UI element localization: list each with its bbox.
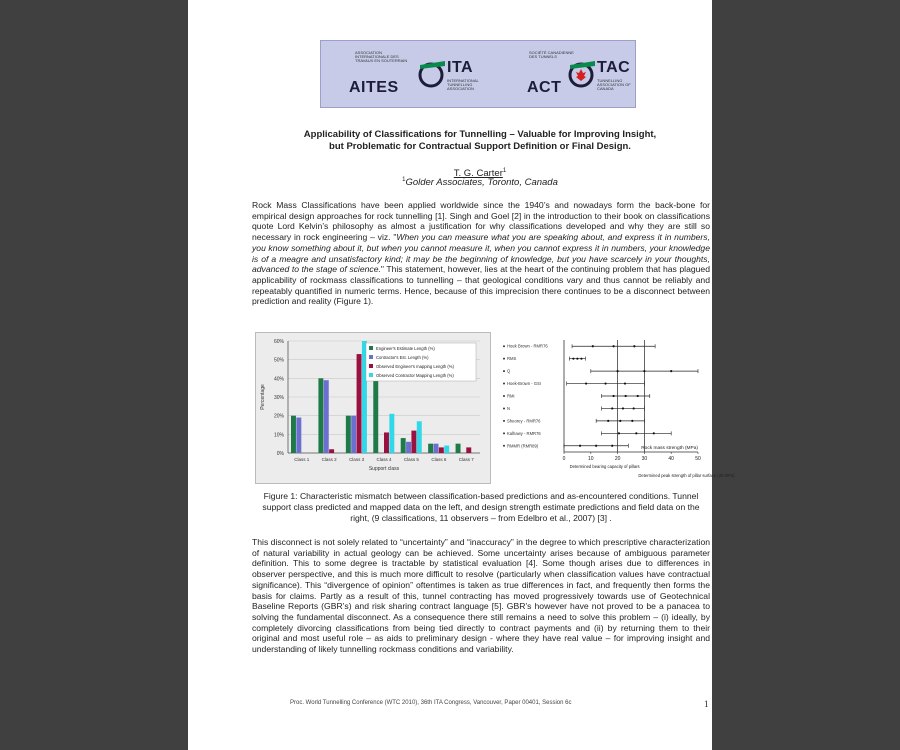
legend-swatch	[369, 364, 373, 368]
data-point	[611, 445, 613, 447]
category-label: Hoek-Brown - GSI	[507, 381, 541, 387]
intro-text-a: Rock Mass Classifications have been applied worldwide since the 1940’s and nowadays form the back-bone for empirical design approaches for rock tunnelling [1]. Singh and Goel [2] in the introduction to their book on classifications quote Lord Kelvin’s philosophy as almost a justification for why classifications developed and why they are still so necessary in rock engineering – viz. "	[252, 200, 710, 243]
act-small-text: SOCIÉTÉ CANADIENNE DES TUNNELS	[529, 50, 574, 59]
category-marker	[503, 345, 505, 347]
legend-swatch	[369, 355, 373, 359]
page-footer: Proc. World Tunnelling Conference (WTC 2010), 36th ITA Congress, Vancouver, Paper 00401, Session 6c	[290, 700, 572, 706]
legend-entry: Engineer's Estimate Length (%)	[376, 346, 435, 351]
category-label: RMS	[507, 356, 517, 362]
data-point	[624, 382, 626, 384]
data-point	[619, 420, 621, 422]
paper-title	[250, 129, 710, 153]
category-marker	[503, 358, 505, 360]
data-point	[604, 382, 606, 384]
tac-small-text: TUNNELLING ASSOCIATION OF CANADA	[597, 78, 631, 91]
act-tac-logo	[511, 45, 637, 105]
figure-caption: Figure 1: Characteristic mismatch between classification-based predictions and as-encountered conditions. Tunnel support class predicted and mapped data on the left, and design strength estimate predictions and field data on the right, (9 classifications, 11 observers – from Edelbro et al., 2007) [3] .	[262, 491, 700, 523]
bar-chart-svg	[256, 333, 490, 483]
y-tick-label: 60%	[273, 339, 284, 345]
bar	[318, 378, 323, 453]
maple-leaf-emblem-icon	[567, 59, 597, 89]
category-marker	[503, 407, 505, 409]
data-point	[595, 445, 597, 447]
bar	[401, 438, 406, 453]
affiliation-superscript: 1	[402, 177, 406, 183]
aites-small-text: ASSOCIATION INTERNATIONALE DES TRAVAUX EN SOUTERRAIN	[355, 50, 408, 63]
data-point	[580, 358, 582, 360]
legend-entry: Contractor's Est. Length (%)	[376, 355, 429, 360]
bar	[329, 449, 334, 453]
data-point	[643, 370, 645, 372]
legend-swatch	[369, 373, 373, 377]
title-line-1: Applicability of Classifications for Tunnelling – Valuable for Improving Insight,	[303, 129, 657, 140]
data-point	[592, 345, 594, 347]
data-point	[633, 407, 635, 409]
conference-banner	[320, 40, 636, 108]
x-tick-label: 30	[641, 456, 648, 462]
category-marker	[503, 445, 505, 447]
bar	[357, 354, 362, 453]
bar	[466, 447, 471, 453]
author-superscript: 1	[502, 168, 507, 174]
annotation-peak: Determined peak strength of pillar surface (30 MPa)	[638, 473, 735, 478]
bar	[444, 446, 449, 453]
data-point	[635, 432, 637, 434]
rock-mass-strength-chart	[498, 332, 735, 492]
data-point	[612, 395, 614, 397]
affiliation-line	[250, 177, 710, 188]
data-point	[637, 395, 639, 397]
page-number: 1	[704, 699, 709, 709]
data-point	[611, 407, 613, 409]
bar	[351, 416, 356, 453]
y-tick-label: 40%	[273, 376, 284, 383]
data-point	[579, 445, 581, 447]
title-line-2: but Problematic for Contractual Support Definition or Final Design.	[329, 141, 631, 152]
y-axis-label: Percentage	[260, 384, 266, 410]
category-label: Hoek Brown - RMR76	[507, 343, 548, 349]
annotation-bearing: Determined bearing capacity of pillars	[569, 464, 640, 469]
bar	[384, 432, 389, 453]
bar	[291, 416, 296, 453]
x-tick-label: 20	[614, 456, 621, 462]
category-label: RMi	[507, 393, 515, 399]
x-tick-label: 50	[695, 456, 701, 462]
data-point	[617, 370, 619, 372]
kelvin-quote: When you can measure what you are speaking about, and express it in numbers, you know something about it, but when you cannot measure it, when you cannot express it in numbers, your knowledge is of a meagre and unsatisfactory kind; it may be the beginning of knowledge, but you have scarcely in your thoughts, advanced to the stage of science.	[252, 232, 710, 275]
data-point	[618, 432, 620, 434]
bar	[411, 431, 416, 453]
intro-text-b: " This statement, however, lies at the heart of the continuing problem that has plagued applicability of rockmass classifications to tunnelling – that geological conditions vary and thus cannot be reliably and repeatably quantified in numeric terms. Hence, because of this imprecision there continues to be a disconnect between prediction and reality (Figure 1).	[252, 264, 710, 307]
tac-text: TAC	[597, 59, 631, 76]
data-point	[670, 370, 672, 372]
data-point	[625, 395, 627, 397]
data-point	[622, 407, 624, 409]
category-label: RMMR (RMR89)	[507, 443, 539, 449]
category-label: N	[507, 405, 511, 411]
intro-paragraph	[252, 200, 710, 307]
x-tick-label: 10	[588, 456, 594, 462]
legend-entry: Observed Contractor Mapping Length (%)	[376, 373, 454, 378]
category-marker	[503, 370, 505, 372]
data-point	[631, 420, 633, 422]
bar	[456, 444, 461, 453]
author-name: T. G. Carter	[453, 168, 503, 180]
category-marker	[503, 383, 505, 385]
x-tick-label: 0	[562, 456, 566, 462]
data-point	[633, 345, 635, 347]
x-tick-label: Class 7	[458, 457, 474, 462]
data-point	[653, 432, 655, 434]
range-chart-svg	[498, 332, 735, 492]
x-axis-label: Support class	[368, 466, 400, 472]
x-tick-label: Class 3	[349, 457, 365, 462]
x-tick-label: Class 1	[294, 457, 310, 462]
act-text: ACT	[527, 79, 562, 96]
y-tick-label: 30%	[273, 395, 284, 401]
x-axis-label: Rock mass strength (MPa)	[641, 446, 698, 451]
y-tick-label: 20%	[273, 413, 284, 420]
data-point	[576, 358, 578, 360]
x-tick-label: 40	[668, 456, 674, 462]
data-point	[585, 382, 587, 384]
ita-small-text: INTERNATIONAL TUNNELLING ASSOCIATION	[447, 78, 479, 91]
aites-ita-logo	[341, 45, 479, 105]
bar	[389, 414, 394, 453]
ita-emblem-icon	[417, 59, 447, 89]
support-class-bar-chart	[255, 332, 491, 484]
ita-text: ITA	[447, 59, 474, 76]
bar	[428, 444, 433, 453]
y-tick-label: 0%	[276, 451, 284, 457]
bar	[296, 418, 301, 453]
bar	[439, 447, 444, 453]
x-tick-label: Class 2	[321, 457, 337, 462]
category-marker	[503, 432, 505, 434]
category-marker	[503, 395, 505, 397]
x-tick-label: Class 6	[431, 457, 447, 462]
category-label: Sheorey - RMR76	[507, 418, 541, 424]
bar	[417, 421, 422, 453]
data-point	[607, 420, 609, 422]
bar	[324, 380, 329, 453]
data-point	[572, 358, 574, 360]
bar	[406, 442, 411, 453]
legend-entry: Observed Engineer's mapping Length (%)	[376, 364, 454, 369]
category-marker	[503, 420, 505, 422]
x-tick-label: Class 4	[376, 457, 392, 462]
y-tick-label: 10%	[273, 432, 284, 439]
category-label: Kalhawy - RMR76	[507, 430, 541, 436]
bar	[434, 444, 439, 453]
y-tick-label: 50%	[273, 357, 284, 364]
disconnect-paragraph: This disconnect is not solely related to “uncertainty” and “inaccuracy” in the degree to which prescriptive characterization of natural variability in actual geology can be achieved. Some uncertainty arises because of ambiguous parameter definition. This to some degree is tractable by statistical evaluation [4]. Some though arises due to differences in observer perspective, and this is much more difficult to resolve (particularly when classification values have contractual significance). This “divergence of opinion” oftentimes is taken as true differences in fact, and frequently then forms the basis for claims. Partly as a result of this, tunnel contracting has moved progressively towards use of Geotechnical Baseline Reports (GBR’s) and risk sharing contract language [5]. GBR’s however have not proved to be a panacea to solving the fundamental disconnect. As a consequence there still remains a need to solve this problem – (i) ideally, by completely divorcing classifications from being tied directly to contract payments and (ii) by returning them to their original and most useful role – as aids to preliminary design - where they have real value – for improving insight and understanding of likely tunnelling rockmass conditions and variability.	[252, 537, 710, 655]
aites-text: AITES	[349, 79, 399, 96]
data-point	[612, 345, 614, 347]
x-tick-label: Class 5	[403, 457, 419, 462]
category-label: Q	[507, 368, 511, 374]
affiliation: Golder Associates, Toronto, Canada	[405, 177, 558, 189]
bar	[346, 416, 351, 453]
legend-swatch	[369, 346, 373, 350]
